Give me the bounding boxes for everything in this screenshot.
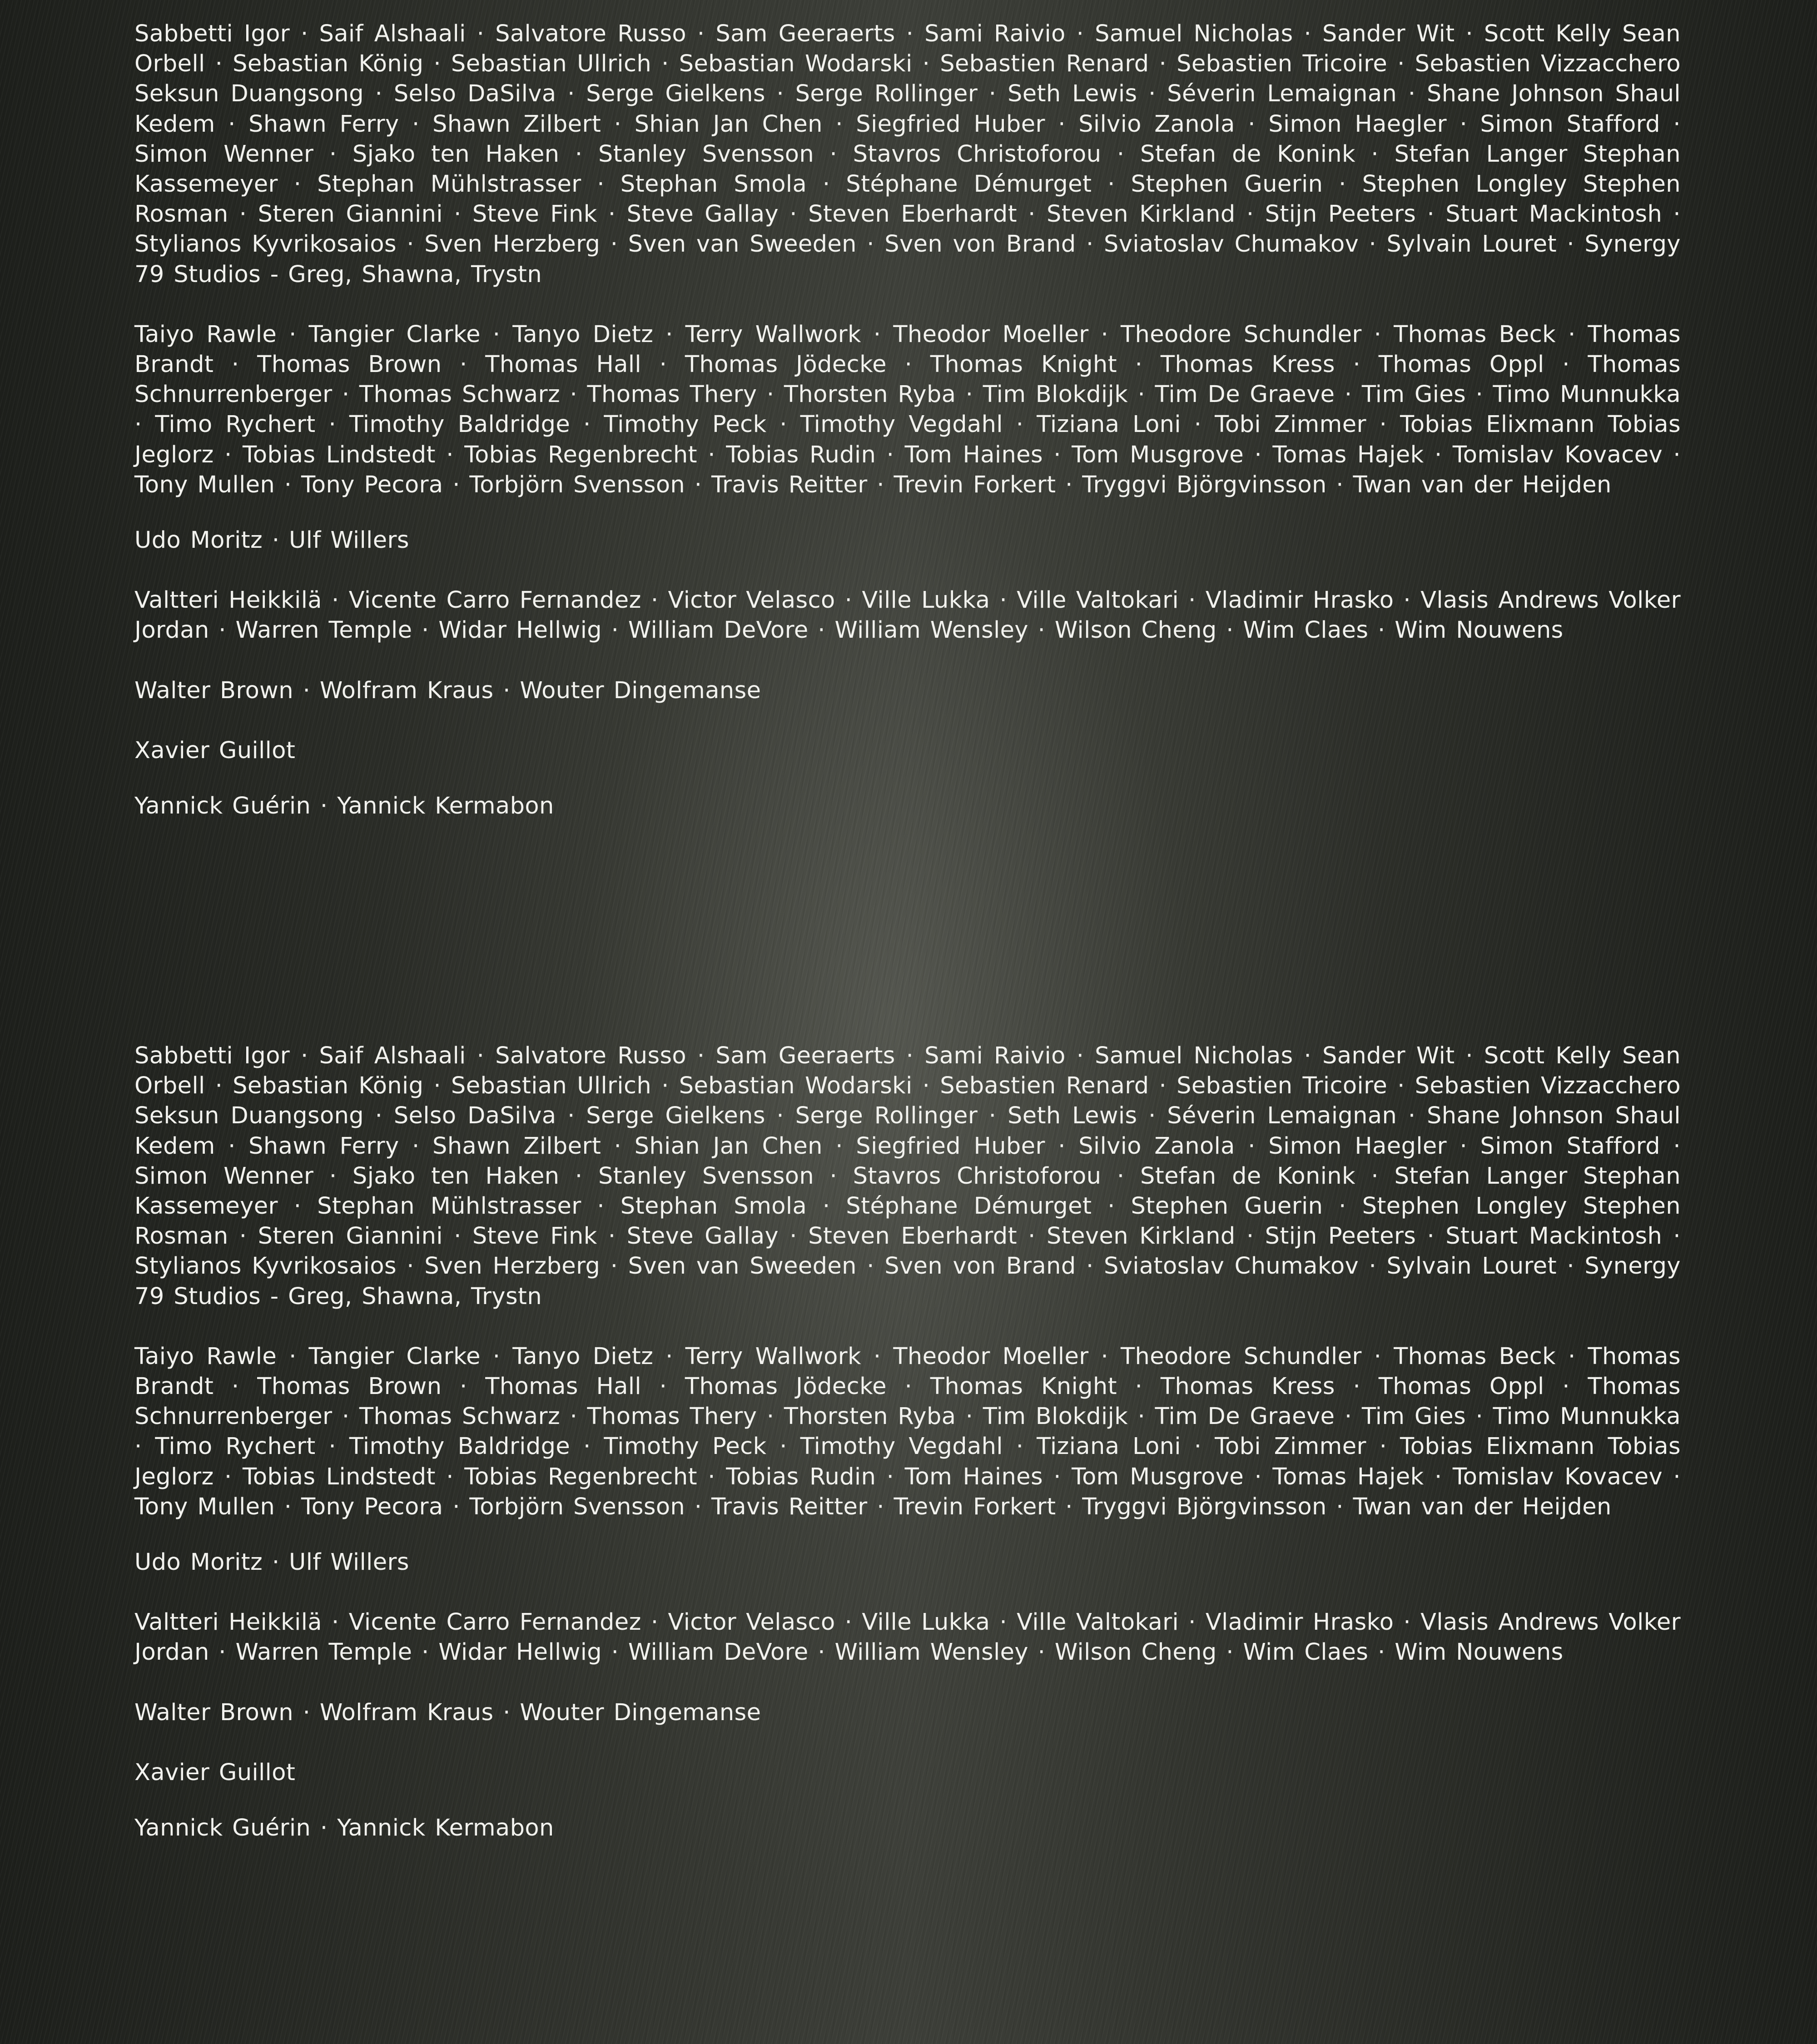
credits-group-v: Valtteri Heikkilä · Vicente Carro Fernandez · Victor Velasco · Ville Lukka · Ville Valtokari · Vladimir Hrasko · Vlasis Andrews Volker Jordan · Warren Temple · Widar Hellwig · William DeVore · William Wensley · Wilson Cheng · Wim Claes · Wim Nouwens — [134, 587, 1681, 644]
credits-group-t: Taiyo Rawle · Tangier Clarke · Tanyo Dietz · Terry Wallwork · Theodor Moeller · Theodore Schundler · Thomas Beck · Thomas Brandt · Thomas Brown · Thomas Hall · Thomas Jödecke · Thomas Knight · Thomas Kress · Thomas Oppl · Thomas Schnurrenberger · Thomas Schwarz · Thomas Thery · Thorsten Ryba · Tim Blokdijk · Tim De Graeve · Tim Gies · Timo Munnukka · Timo Rychert · Timothy Baldridge · Timothy Peck · Timothy Vegdahl · Tiziana Loni · Tobi Zimmer · Tobias Elixmann Tobias Jeglorz · Tobias Lindstedt · Tobias Regenbrecht · Tobias Rudin · Tom Haines · Tom Musgrove · Tomas Hajek · Tomislav Kovacev · Tony Mullen · Tony Pecora · Torbjörn Svensson · Travis Reitter · Trevin Forkert · Tryggvi Björgvinsson · Twan van der Heijden — [134, 321, 1681, 498]
credits-group-t: Taiyo Rawle · Tangier Clarke · Tanyo Dietz · Terry Wallwork · Theodor Moeller · Theodore Schundler · Thomas Beck · Thomas Brandt · Thomas Brown · Thomas Hall · Thomas Jödecke · Thomas Knight · Thomas Kress · Thomas Oppl · Thomas Schnurrenberger · Thomas Schwarz · Thomas Thery · Thorsten Ryba · Tim Blokdijk · Tim De Graeve · Tim Gies · Timo Munnukka · Timo Rychert · Timothy Baldridge · Timothy Peck · Timothy Vegdahl · Tiziana Loni · Tobi Zimmer · Tobias Elixmann Tobias Jeglorz · Tobias Lindstedt · Tobias Regenbrecht · Tobias Rudin · Tom Haines · Tom Musgrove · Tomas Hajek · Tomislav Kovacev · Tony Mullen · Tony Pecora · Torbjörn Svensson · Travis Reitter · Trevin Forkert · Tryggvi Björgvinsson · Twan van der Heijden — [134, 1343, 1681, 1520]
credits-group-s: Sabbetti Igor · Saif Alshaali · Salvatore Russo · Sam Geeraerts · Sami Raivio · Samuel Nicholas · Sander Wit · Scott Kelly Sean Orbell · Sebastian König · Sebastian Ullrich · Sebastian Wodarski · Sebastien Renard · Sebastien Tricoire · Sebastien Vizzacchero Seksun Duangsong · Selso DaSilva · Serge Gielkens · Serge Rollinger · Seth Lewis · Séverin Lemaignan · Shane Johnson Shaul Kedem · Shawn Ferry · Shawn Zilbert · Shian Jan Chen · Siegfried Huber · Silvio Zanola · Simon Haegler · Simon Stafford · Simon Wenner · Sjako ten Haken · Stanley Svensson · Stavros Christoforou · Stefan de Konink · Stefan Langer Stephan Kassemeyer · Stephan Mühlstrasser · Stephan Smola · Stéphane Démurget · Stephen Guerin · Stephen Longley Stephen Rosman · Steren Giannini · Steve Fink · Steve Gallay · Steven Eberhardt · Steven Kirkland · Stijn Peeters · Stuart Mackintosh · Stylianos Kyvrikosaios · Sven Herzberg · Sven van Sweeden · Sven von Brand · Sviatoslav Chumakov · Sylvain Louret · Synergy 79 Studios - Greg, Shawna, Trystn — [134, 20, 1681, 288]
credits-list-repeat — [134, 1041, 1681, 1843]
credits-group-y: Yannick Guérin · Yannick Kermabon — [134, 793, 554, 820]
credits-group-w: Walter Brown · Wolfram Kraus · Wouter Dingemanse — [134, 677, 761, 704]
credits-group-u: Udo Moritz · Ulf Willers — [134, 527, 409, 554]
credits-group-y: Yannick Guérin · Yannick Kermabon — [134, 1815, 554, 1842]
credits-list — [134, 19, 1681, 821]
credits-group-v: Valtteri Heikkilä · Vicente Carro Fernandez · Victor Velasco · Ville Lukka · Ville Valtokari · Vladimir Hrasko · Vlasis Andrews Volker Jordan · Warren Temple · Widar Hellwig · William DeVore · William Wensley · Wilson Cheng · Wim Claes · Wim Nouwens — [134, 1609, 1681, 1666]
credits-group-w: Walter Brown · Wolfram Kraus · Wouter Dingemanse — [134, 1699, 761, 1726]
credits-group-x: Xavier Guillot — [134, 1759, 296, 1786]
credits-group-x: Xavier Guillot — [134, 737, 296, 764]
credits-group-s: Sabbetti Igor · Saif Alshaali · Salvatore Russo · Sam Geeraerts · Sami Raivio · Samuel Nicholas · Sander Wit · Scott Kelly Sean Orbell · Sebastian König · Sebastian Ullrich · Sebastian Wodarski · Sebastien Renard · Sebastien Tricoire · Sebastien Vizzacchero Seksun Duangsong · Selso DaSilva · Serge Gielkens · Serge Rollinger · Seth Lewis · Séverin Lemaignan · Shane Johnson Shaul Kedem · Shawn Ferry · Shawn Zilbert · Shian Jan Chen · Siegfried Huber · Silvio Zanola · Simon Haegler · Simon Stafford · Simon Wenner · Sjako ten Haken · Stanley Svensson · Stavros Christoforou · Stefan de Konink · Stefan Langer Stephan Kassemeyer · Stephan Mühlstrasser · Stephan Smola · Stéphane Démurget · Stephen Guerin · Stephen Longley Stephen Rosman · Steren Giannini · Steve Fink · Steve Gallay · Steven Eberhardt · Steven Kirkland · Stijn Peeters · Stuart Mackintosh · Stylianos Kyvrikosaios · Sven Herzberg · Sven van Sweeden · Sven von Brand · Sviatoslav Chumakov · Sylvain Louret · Synergy 79 Studios - Greg, Shawna, Trystn — [134, 1042, 1681, 1310]
credits-group-u: Udo Moritz · Ulf Willers — [134, 1549, 409, 1576]
